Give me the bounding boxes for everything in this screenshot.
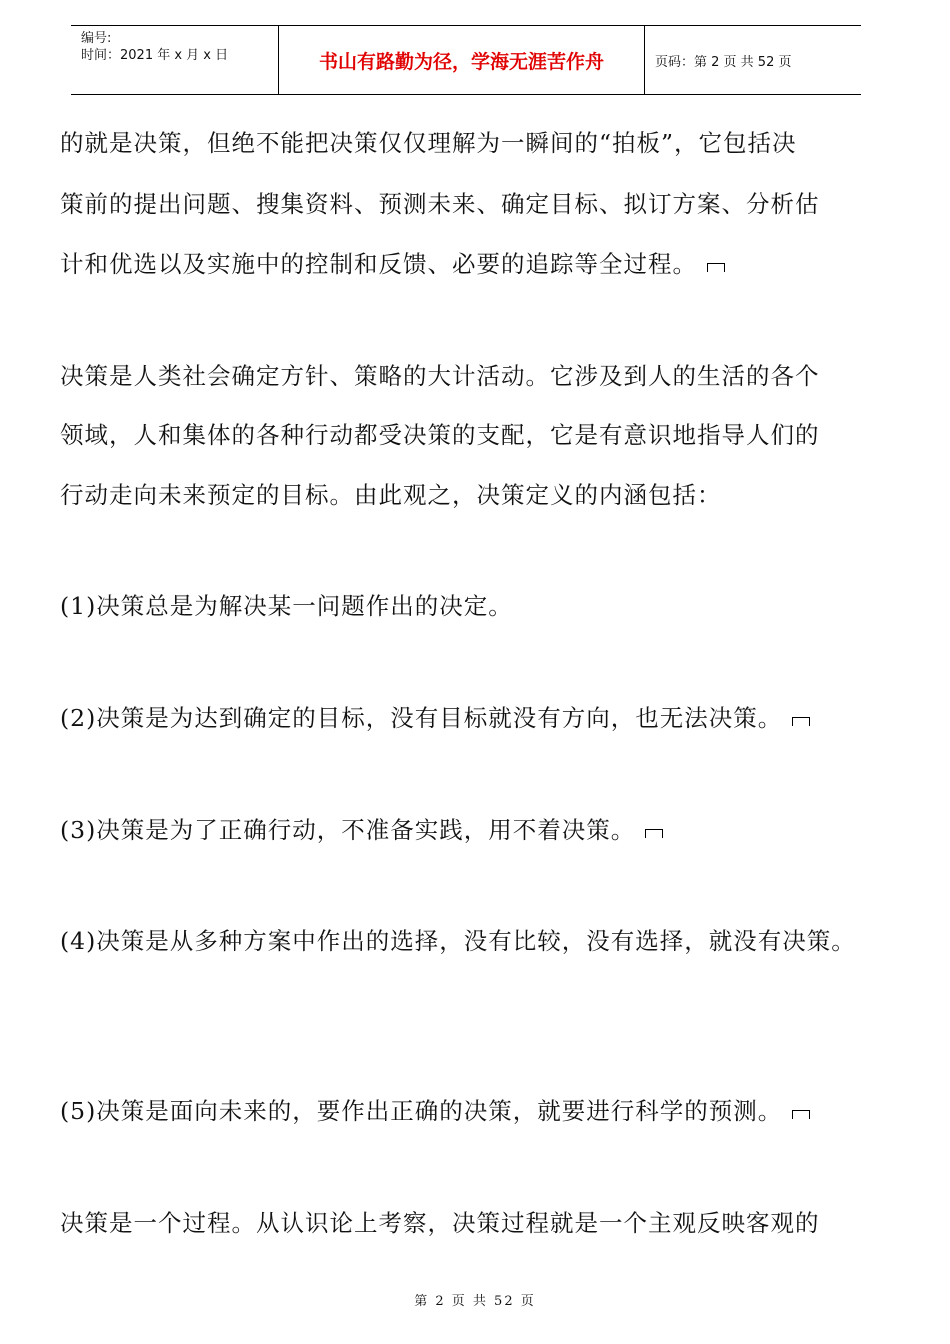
list-item: (1)决策总是为解决某一问题作出的决定。 — [60, 592, 513, 620]
list-item: (3)决策是为了正确行动，不准备实践，用不着决策。 — [60, 815, 663, 845]
header-motto: 书山有路勤为径，学海无涯苦作舟 — [279, 26, 645, 94]
page-header — [71, 25, 861, 95]
list-item: (5)决策是面向未来的，要作出正确的决策，就要进行科学的预测。 — [60, 1096, 810, 1126]
body-line: 决策是一个过程。从认识论上考察，决策过程就是一个主观反映客观的 — [60, 1209, 820, 1237]
body-line: 行动走向未来预定的目标。由此观之，决策定义的内涵包括： — [60, 481, 722, 509]
body-line: 决策是人类社会确定方针、策略的大计活动。它涉及到人的生活的各个 — [60, 362, 820, 390]
paragraph-mark-icon — [792, 717, 810, 726]
document-time-label: 时间：2021 年 x 月 x 日 — [81, 48, 229, 63]
list-item: (4)决策是从多种方案中作出的选择，没有比较，没有选择，就没有决策。 — [60, 927, 856, 955]
header-meta — [71, 26, 279, 94]
page-footer: 第 2 页 共 52 页 — [414, 1294, 536, 1309]
body-line: 的就是决策，但绝不能把决策仅仅理解为一瞬间的“拍板”，它包括决 — [60, 129, 797, 157]
list-item: (2)决策是为达到确定的目标，没有目标就没有方向，也无法决策。 — [60, 703, 810, 733]
body-line: 策前的提出问题、搜集资料、预测未来、确定目标、拟订方案、分析估 — [60, 190, 820, 218]
document-number-label: 编号: — [81, 31, 112, 46]
body-line: 计和优选以及实施中的控制和反馈、必要的追踪等全过程。 — [60, 249, 725, 279]
header-page-info: 页码：第 2 页 共 52 页 — [655, 54, 792, 70]
paragraph-mark-icon — [792, 1110, 810, 1119]
body-line: 领域，人和集体的各种行动都受决策的支配，它是有意识地指导人们的 — [60, 421, 820, 449]
paragraph-mark-icon — [645, 829, 663, 838]
paragraph-mark-icon — [707, 263, 725, 272]
